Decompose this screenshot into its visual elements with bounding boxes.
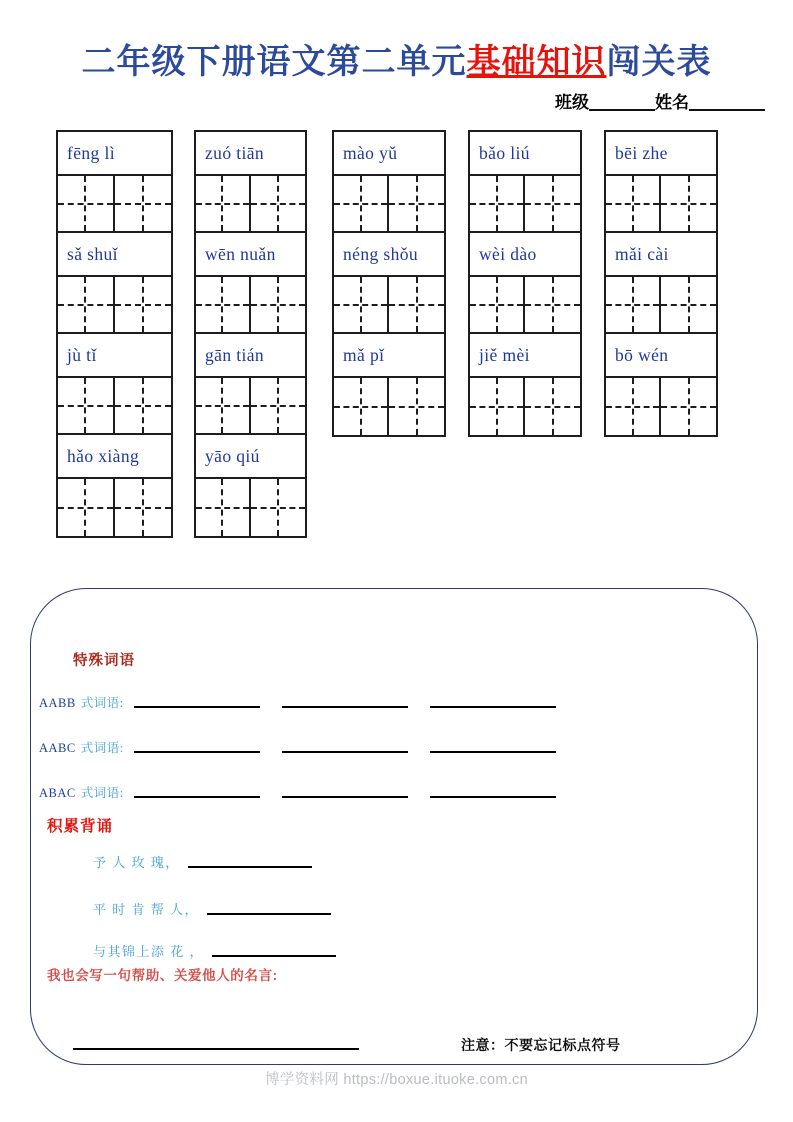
tianzige-cell[interactable] <box>58 176 115 231</box>
pinyin-label: yāo qiú <box>196 435 305 479</box>
tianzige-cell[interactable] <box>251 277 306 332</box>
writing-row <box>58 176 171 233</box>
word-group <box>334 132 444 233</box>
tianzige-cell[interactable] <box>661 378 716 435</box>
pattern-code: AABC <box>39 741 76 755</box>
answer-blank[interactable] <box>430 705 556 708</box>
student-info-line <box>555 88 765 113</box>
word-group <box>334 233 444 334</box>
tianzige-cell[interactable] <box>606 277 661 332</box>
tianzige-cell[interactable] <box>334 277 389 332</box>
motto-answer-blank[interactable] <box>73 1047 359 1050</box>
writing-row <box>58 277 171 334</box>
pinyin-label: jiě mèi <box>470 334 580 378</box>
pinyin-label: mǎi cài <box>606 233 716 277</box>
recite-row <box>93 852 312 871</box>
writing-row <box>606 277 716 334</box>
pinyin-label: mǎ pǐ <box>334 334 444 378</box>
pinyin-label: néng shǒu <box>334 233 444 277</box>
tianzige-cell[interactable] <box>389 378 444 435</box>
answer-blank[interactable] <box>134 750 260 753</box>
word-group <box>470 233 580 334</box>
tianzige-cell[interactable] <box>251 176 306 231</box>
special-word-row <box>39 783 556 801</box>
writing-row <box>470 176 580 233</box>
pinyin-label: gān tián <box>196 334 305 378</box>
tianzige-cell[interactable] <box>58 378 115 433</box>
name-input-blank[interactable] <box>689 109 765 111</box>
tianzige-cell[interactable] <box>196 176 251 231</box>
tianzige-cell[interactable] <box>334 378 389 435</box>
answer-blank[interactable] <box>282 705 408 708</box>
word-group <box>58 233 171 334</box>
word-group <box>58 334 171 435</box>
pinyin-writing-grid <box>0 130 793 560</box>
pinyin-label: bō wén <box>606 334 716 378</box>
section-heading-special-words: 特殊词语 <box>73 653 135 669</box>
writing-row <box>334 176 444 233</box>
tianzige-cell[interactable] <box>661 176 716 231</box>
tianzige-cell[interactable] <box>525 277 580 332</box>
word-group <box>606 233 716 334</box>
recite-row <box>93 899 331 918</box>
pinyin-label: hǎo xiàng <box>58 435 171 479</box>
pinyin-label: zuó tiān <box>196 132 305 176</box>
notice-text: 注意：不要忘记标点符号 <box>461 1037 621 1053</box>
exercise-panel <box>30 588 758 1065</box>
pinyin-label: bēi zhe <box>606 132 716 176</box>
tianzige-cell[interactable] <box>606 378 661 435</box>
tianzige-cell[interactable] <box>115 479 172 536</box>
tianzige-cell[interactable] <box>196 277 251 332</box>
pinyin-label: sǎ shuǐ <box>58 233 171 277</box>
pinyin-column-2 <box>194 130 307 538</box>
pinyin-label: mào yǔ <box>334 132 444 176</box>
answer-blank[interactable] <box>282 750 408 753</box>
class-input-blank[interactable] <box>589 109 655 111</box>
pattern-suffix: 式词语: <box>80 696 124 710</box>
tianzige-cell[interactable] <box>251 378 306 433</box>
page-title-part2: 闯关表 <box>606 44 712 81</box>
recite-text: 予 人 玫 瑰， <box>93 855 180 870</box>
watermark: 博学资料网 https://boxue.ituoke.com.cn <box>265 1072 528 1088</box>
pinyin-label: jù tǐ <box>58 334 171 378</box>
word-group <box>58 132 171 233</box>
pinyin-column-5 <box>604 130 718 437</box>
tianzige-cell[interactable] <box>251 479 306 536</box>
writing-row <box>196 176 305 233</box>
pinyin-column-3 <box>332 130 446 437</box>
writing-row <box>334 277 444 334</box>
recite-row <box>93 941 336 960</box>
word-group <box>196 233 305 334</box>
answer-blank[interactable] <box>282 795 408 798</box>
pattern-code: AABB <box>39 696 76 710</box>
page-title <box>0 34 793 83</box>
writing-row <box>196 277 305 334</box>
tianzige-cell[interactable] <box>115 277 172 332</box>
page-title-part1: 二年级下册语文第二单元 <box>81 44 467 81</box>
tianzige-cell[interactable] <box>58 479 115 536</box>
pinyin-label: wèi dào <box>470 233 580 277</box>
name-label: 姓名 <box>655 93 689 112</box>
word-group <box>606 132 716 233</box>
writing-row <box>470 277 580 334</box>
special-word-row <box>39 693 556 711</box>
pattern-suffix: 式词语: <box>80 741 124 755</box>
answer-blank[interactable] <box>134 705 260 708</box>
tianzige-cell[interactable] <box>470 277 525 332</box>
writing-row <box>58 479 171 536</box>
answer-blank[interactable] <box>207 912 331 915</box>
writing-row <box>334 378 444 435</box>
pattern-code: ABAC <box>39 786 76 800</box>
pattern-suffix: 式词语: <box>80 786 124 800</box>
pinyin-column-4 <box>468 130 582 437</box>
word-group <box>58 435 171 536</box>
tianzige-cell[interactable] <box>470 378 525 435</box>
word-group <box>470 334 580 435</box>
answer-blank[interactable] <box>430 750 556 753</box>
writing-row <box>606 378 716 435</box>
tianzige-cell[interactable] <box>470 176 525 231</box>
tianzige-cell[interactable] <box>606 176 661 231</box>
tianzige-cell[interactable] <box>525 378 580 435</box>
word-group <box>606 334 716 435</box>
section-heading-recite: 积累背诵 <box>47 818 114 835</box>
recite-text: 与其锦上添 花 ， <box>93 944 205 959</box>
recite-text: 平 时 肯 帮 人， <box>93 902 200 917</box>
answer-blank[interactable] <box>134 795 260 798</box>
tianzige-cell[interactable] <box>196 479 251 536</box>
tianzige-cell[interactable] <box>389 176 444 231</box>
word-group <box>196 132 305 233</box>
writing-row <box>58 378 171 435</box>
pinyin-label: bǎo liú <box>470 132 580 176</box>
tianzige-cell[interactable] <box>115 176 172 231</box>
class-label: 班级 <box>555 93 589 112</box>
tianzige-cell[interactable] <box>525 176 580 231</box>
word-group <box>196 334 305 435</box>
answer-blank[interactable] <box>188 865 312 868</box>
tianzige-cell[interactable] <box>196 378 251 433</box>
tianzige-cell[interactable] <box>334 176 389 231</box>
word-group <box>334 334 444 435</box>
pinyin-label: wēn nuǎn <box>196 233 305 277</box>
page-title-highlight: 基础知识 <box>466 44 607 81</box>
tianzige-cell[interactable] <box>115 378 172 433</box>
answer-blank[interactable] <box>430 795 556 798</box>
writing-row <box>606 176 716 233</box>
special-word-row <box>39 738 556 756</box>
writing-row <box>470 378 580 435</box>
word-group <box>470 132 580 233</box>
tianzige-cell[interactable] <box>389 277 444 332</box>
pinyin-column-1 <box>56 130 173 538</box>
tianzige-cell[interactable] <box>661 277 716 332</box>
writing-row <box>196 378 305 435</box>
pinyin-label: fēng lì <box>58 132 171 176</box>
word-group <box>196 435 305 536</box>
motto-prompt: 我也会写一句帮助、关爱他人的名言: <box>47 968 278 983</box>
writing-row <box>196 479 305 536</box>
answer-blank[interactable] <box>212 954 336 957</box>
tianzige-cell[interactable] <box>58 277 115 332</box>
